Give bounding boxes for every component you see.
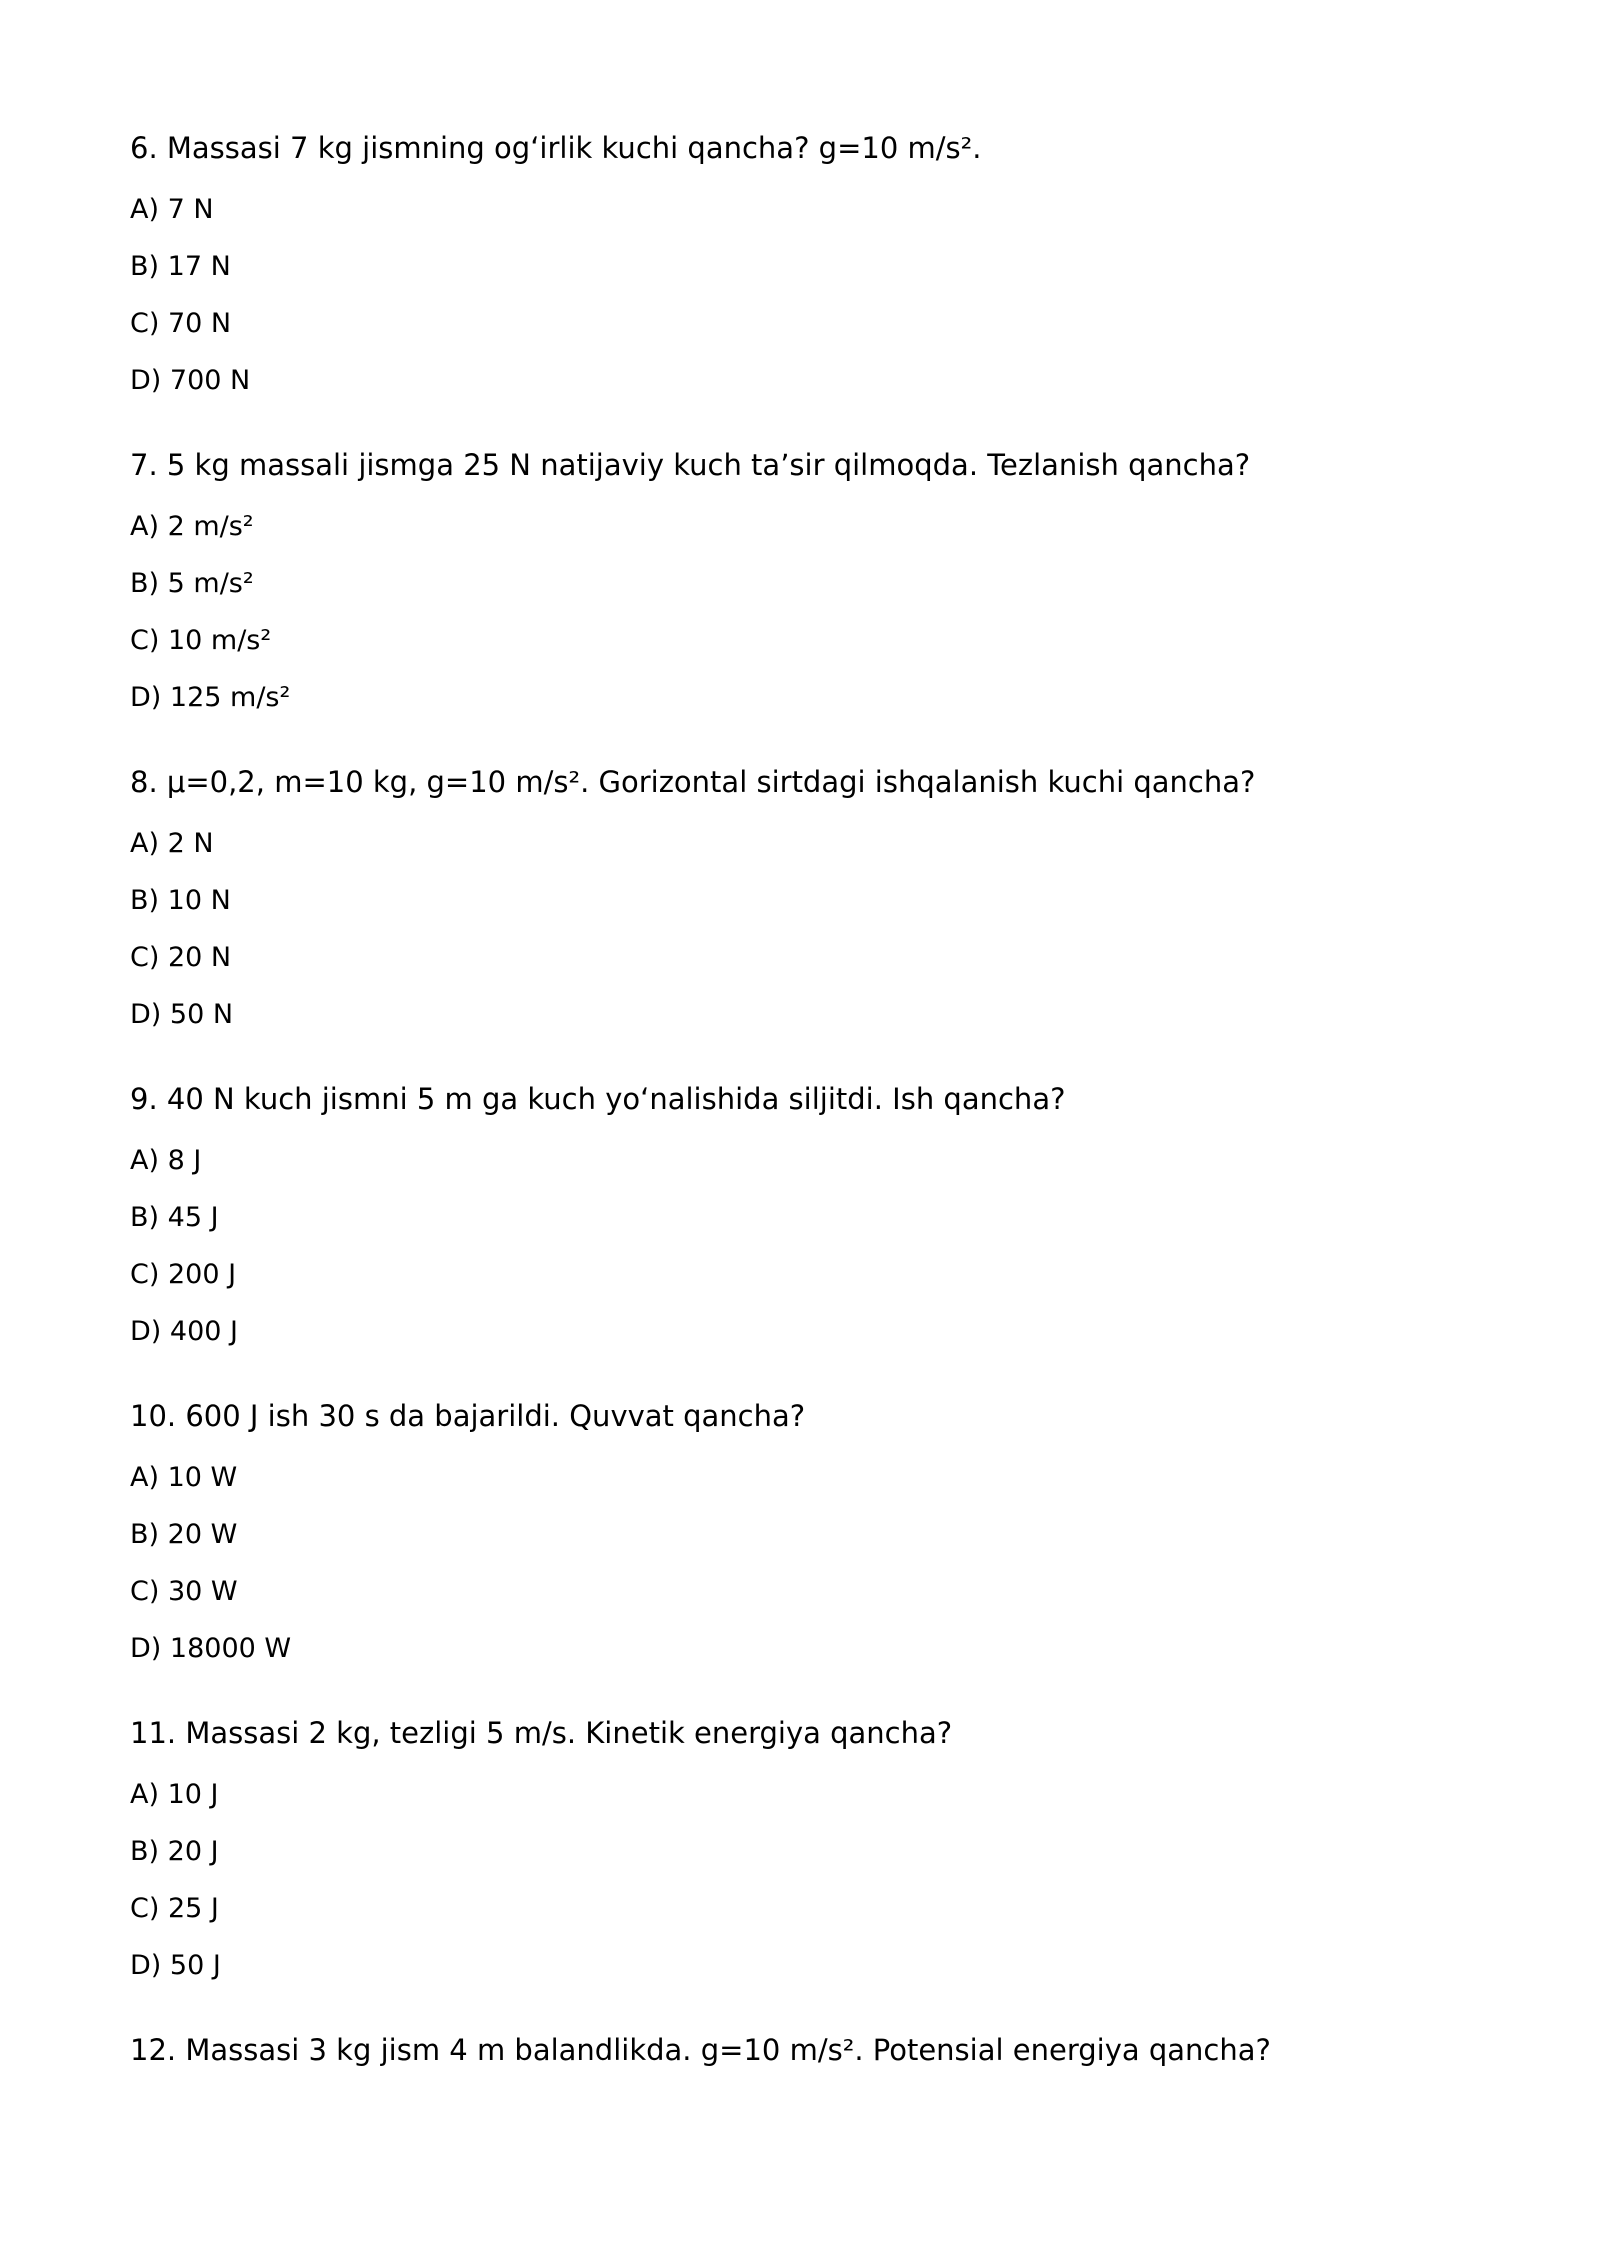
question-8 [130,762,1530,1033]
question-text: 7. 5 kg massali jismga 25 N natijaviy kuch ta’sir qilmoqda. Tezlanish qancha? [130,448,1251,482]
answer-option-c: C) 70 N [130,308,232,339]
question-7 [130,445,1530,716]
answer-option-b: B) 5 m/s² [130,568,254,599]
answer-options [130,509,1530,716]
question-6 [130,128,1530,399]
answer-option-b: B) 10 N [130,885,231,916]
question-text: 10. 600 J ish 30 s da bajarildi. Quvvat qancha? [130,1399,806,1433]
answer-option-a: A) 8 J [130,1145,202,1176]
answer-option-d: D) 50 N [130,999,234,1030]
question-9 [130,1079,1530,1350]
question-10 [130,1396,1530,1667]
answer-option-b: B) 20 J [130,1836,219,1867]
answer-option-b: B) 17 N [130,251,231,282]
question-text: 12. Massasi 3 kg jism 4 m balandlikda. g=10 m/s². Potensial energiya qancha? [130,2033,1271,2067]
question-text: 8. μ=0,2, m=10 kg, g=10 m/s². Gorizontal sirtdagi ishqalanish kuchi qancha? [130,765,1256,799]
question-12 [130,2030,1530,2070]
answer-option-c: C) 20 N [130,942,232,973]
answer-option-c: C) 30 W [130,1576,238,1607]
answer-option-c: C) 200 J [130,1259,237,1290]
answer-options [130,1777,1530,1984]
answer-options [130,192,1530,399]
question-11 [130,1713,1530,1984]
answer-option-a: A) 10 J [130,1779,219,1810]
answer-option-b: B) 20 W [130,1519,238,1550]
answer-option-d: D) 700 N [130,365,251,396]
answer-option-a: A) 2 m/s² [130,511,254,542]
answer-option-a: A) 7 N [130,194,214,225]
question-text: 6. Massasi 7 kg jismning og‘irlik kuchi qancha? g=10 m/s². [130,131,982,165]
answer-option-a: A) 2 N [130,828,214,859]
answer-options [130,826,1530,1033]
answer-options [130,1143,1530,1350]
document-page [130,128,1530,2070]
answer-option-d: D) 50 J [130,1950,221,1981]
answer-option-d: D) 125 m/s² [130,682,291,713]
answer-option-d: D) 18000 W [130,1633,292,1664]
question-text: 11. Massasi 2 kg, tezligi 5 m/s. Kinetik energiya qancha? [130,1716,953,1750]
answer-option-a: A) 10 W [130,1462,238,1493]
answer-option-b: B) 45 J [130,1202,219,1233]
answer-option-d: D) 400 J [130,1316,238,1347]
question-text: 9. 40 N kuch jismni 5 m ga kuch yo‘nalishida siljitdi. Ish qancha? [130,1082,1066,1116]
answer-option-c: C) 10 m/s² [130,625,272,656]
answer-options [130,1460,1530,1667]
answer-option-c: C) 25 J [130,1893,219,1924]
